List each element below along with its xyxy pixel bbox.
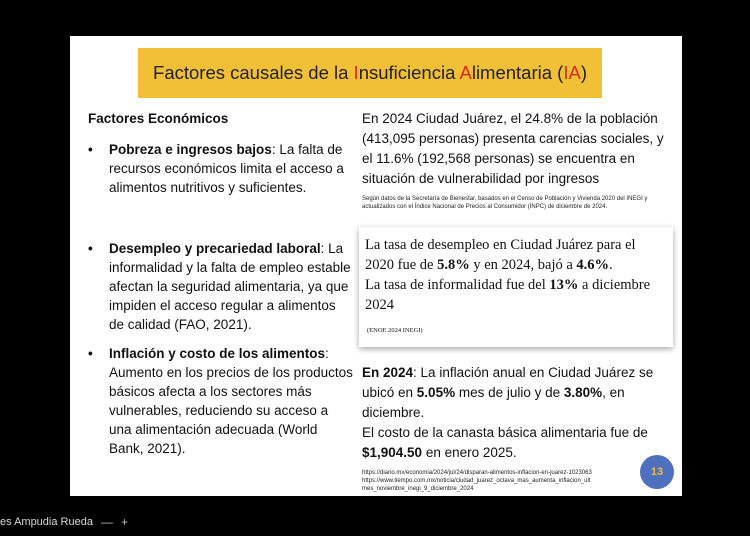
population-source: Según datos de la Secretaría de Bienestar, basados en el Censo de Población y Vivienda 2020 del INEGI y actualizados con el Índice Nacional de Precios al Consumidor (INPC) de diciembre de 2024. — [362, 196, 648, 210]
bullet-poverty — [88, 140, 354, 197]
bullet-heading: Desempleo y precariedad laboral — [109, 241, 321, 256]
unemployment-box — [359, 227, 673, 347]
bullet-heading: Pobreza e ingresos bajos — [109, 142, 272, 157]
economic-factors-column — [88, 109, 354, 458]
statistics-column — [362, 109, 674, 493]
source-links — [362, 469, 674, 493]
inflation-block — [362, 363, 674, 463]
unemployment-text: La tasa de desempleo en Ciudad Juárez para el 2020 fue de 5.8% y en 2024, bajó a 4.6%. — [365, 237, 636, 273]
section-title: Factores Económicos — [88, 111, 229, 126]
source-link[interactable]: https://www.tiempo.com.mx/noticia/ciudad_juarez_octava_mas_aumenta_inflacion_ult mes_noviembre_inegi_9_diciembre_2024 — [362, 478, 591, 492]
add-button[interactable]: + — [120, 515, 128, 529]
basket-text: El costo de la canasta básica alimentaria fue de $1,904.50 en enero 2025. — [362, 425, 648, 460]
participant-bar — [0, 512, 128, 532]
bullet-colon: : — [325, 346, 329, 361]
bullet-text: : La falta de recursos económicos limita el acceso a alimentos nutritivos y suficientes. — [109, 142, 344, 195]
bullet-text: : La informalidad y la falta de empleo estable afectan la seguridad alimentaria, ya que impiden el acceso regular a alimentos de calidad (FAO, 2021). — [109, 241, 351, 332]
bullet-dot: • — [88, 142, 93, 157]
participant-name: es Ampudia Rueda — [0, 516, 93, 528]
page-number-badge: 13 — [640, 455, 674, 489]
bullet-text: Aumento en los precios de los productos básicos afecta a los sectores más vulnerables, reduciendo su acceso a una alimentación adecuada (World Bank, 2021). — [109, 365, 353, 456]
slide-title-bar — [138, 48, 602, 98]
source-link[interactable]: https://diario.mx/economia/2024/jul/24/disparan-alimentos-inflacion-en-juarez-1023063 — [362, 470, 592, 476]
inflation-text: En 2024: La inflación anual en Ciudad Juárez se ubicó en 5.05% mes de julio y de 3.80%, en diciembre. — [362, 365, 654, 420]
bullet-dot: • — [88, 346, 93, 361]
bullet-inflation — [88, 344, 354, 458]
bullet-dot: • — [88, 241, 93, 256]
population-stat: En 2024 Ciudad Juárez, el 24.8% de la población (413,095 personas) presenta carencias sociales, y el 11.6% (192,568 personas) se encuentra en situación de vulnerabilidad por ingresos — [362, 111, 664, 186]
slide-title: Factores causales de la Insuficiencia Alimentaria (IA) — [153, 62, 587, 83]
bullet-heading: Inflación y costo de los alimentos — [109, 346, 326, 361]
informality-text: La tasa de informalidad fue del 13% a diciembre 2024 — [365, 277, 651, 313]
presentation-slide — [70, 36, 682, 496]
bullet-unemployment — [88, 239, 354, 334]
minimize-button[interactable]: — — [100, 515, 113, 529]
enoe-source: (ENOE 2024 INEGI) — [367, 327, 423, 334]
